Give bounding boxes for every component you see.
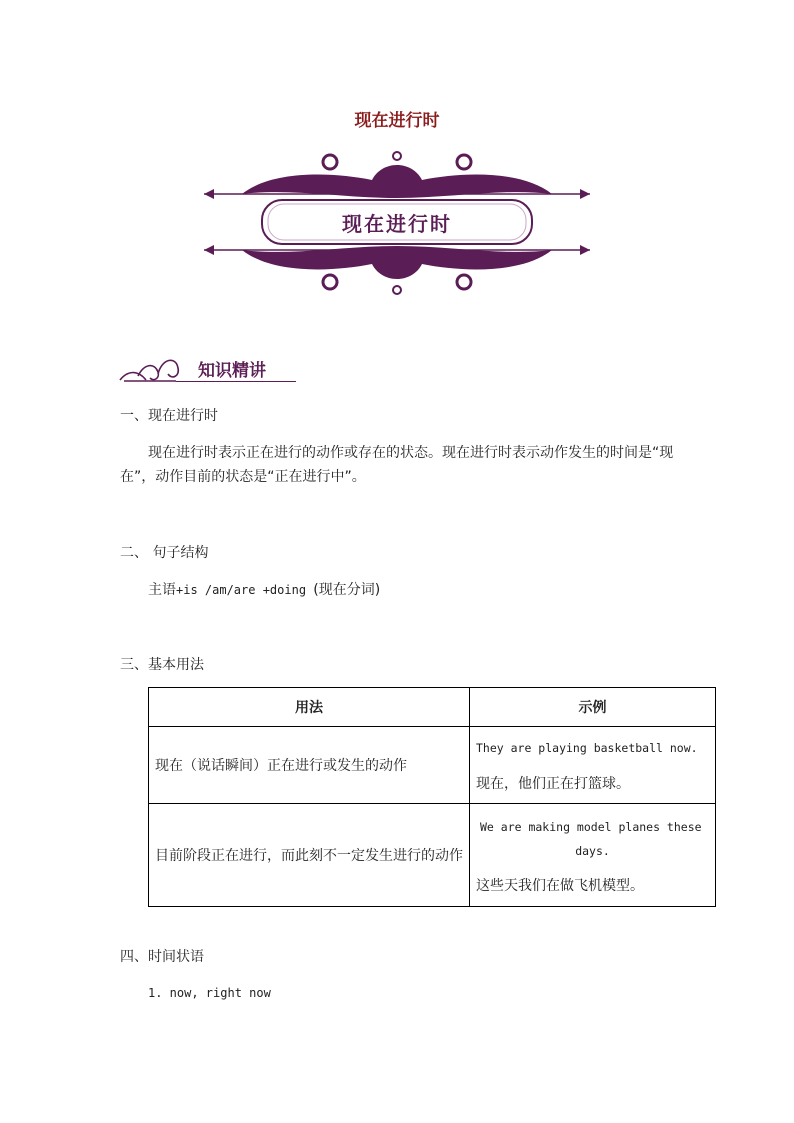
para-line-2: 在”，动作目前的状态是“正在进行中”。 bbox=[120, 469, 366, 485]
table-header-row bbox=[149, 688, 716, 727]
usage-table bbox=[148, 687, 716, 907]
heading-basic-usage: 三、基本用法 bbox=[120, 657, 204, 673]
para-line-1: 现在进行时表示正在进行的动作或存在的状态。现在进行时表示动作发生的时间是“现 bbox=[148, 445, 674, 461]
heading-sentence-structure: 二、 句子结构 bbox=[120, 545, 209, 561]
example-cell bbox=[470, 727, 716, 804]
column-header-usage: 用法 bbox=[149, 688, 470, 727]
example-chinese: 现在，他们正在打篮球。 bbox=[476, 776, 630, 792]
formula-prefix: 主语 bbox=[148, 582, 176, 598]
usage-cell: 现在（说话瞬间）正在进行或发生的动作 bbox=[149, 727, 470, 804]
heading-time-adverbials: 四、时间状语 bbox=[120, 949, 204, 965]
section-header: 知识精讲 bbox=[198, 361, 266, 381]
usage-cell: 目前阶段正在进行，而此刻不一定发生进行的动作 bbox=[149, 804, 470, 907]
heading-present-continuous: 一、现在进行时 bbox=[120, 408, 218, 424]
formula-code: +is /am/are +doing bbox=[176, 583, 314, 597]
list-item: 1. now, right now bbox=[148, 986, 271, 1000]
page-title: 现在进行时 bbox=[354, 111, 440, 131]
table-row bbox=[149, 727, 716, 804]
table-row bbox=[149, 804, 716, 907]
structure-formula bbox=[148, 579, 380, 599]
example-english-line-2: days. bbox=[575, 844, 610, 858]
example-english-line-1: We are making model planes these bbox=[480, 820, 702, 834]
formula-suffix: (现在分词) bbox=[313, 582, 381, 598]
example-english: They are playing basketball now. bbox=[476, 741, 698, 755]
column-header-example: 示例 bbox=[470, 688, 716, 727]
section-underline bbox=[176, 381, 296, 382]
banner-text: 现在进行时 bbox=[342, 212, 452, 236]
example-chinese: 这些天我们在做飞机模型。 bbox=[476, 878, 644, 894]
example-cell bbox=[470, 804, 716, 907]
